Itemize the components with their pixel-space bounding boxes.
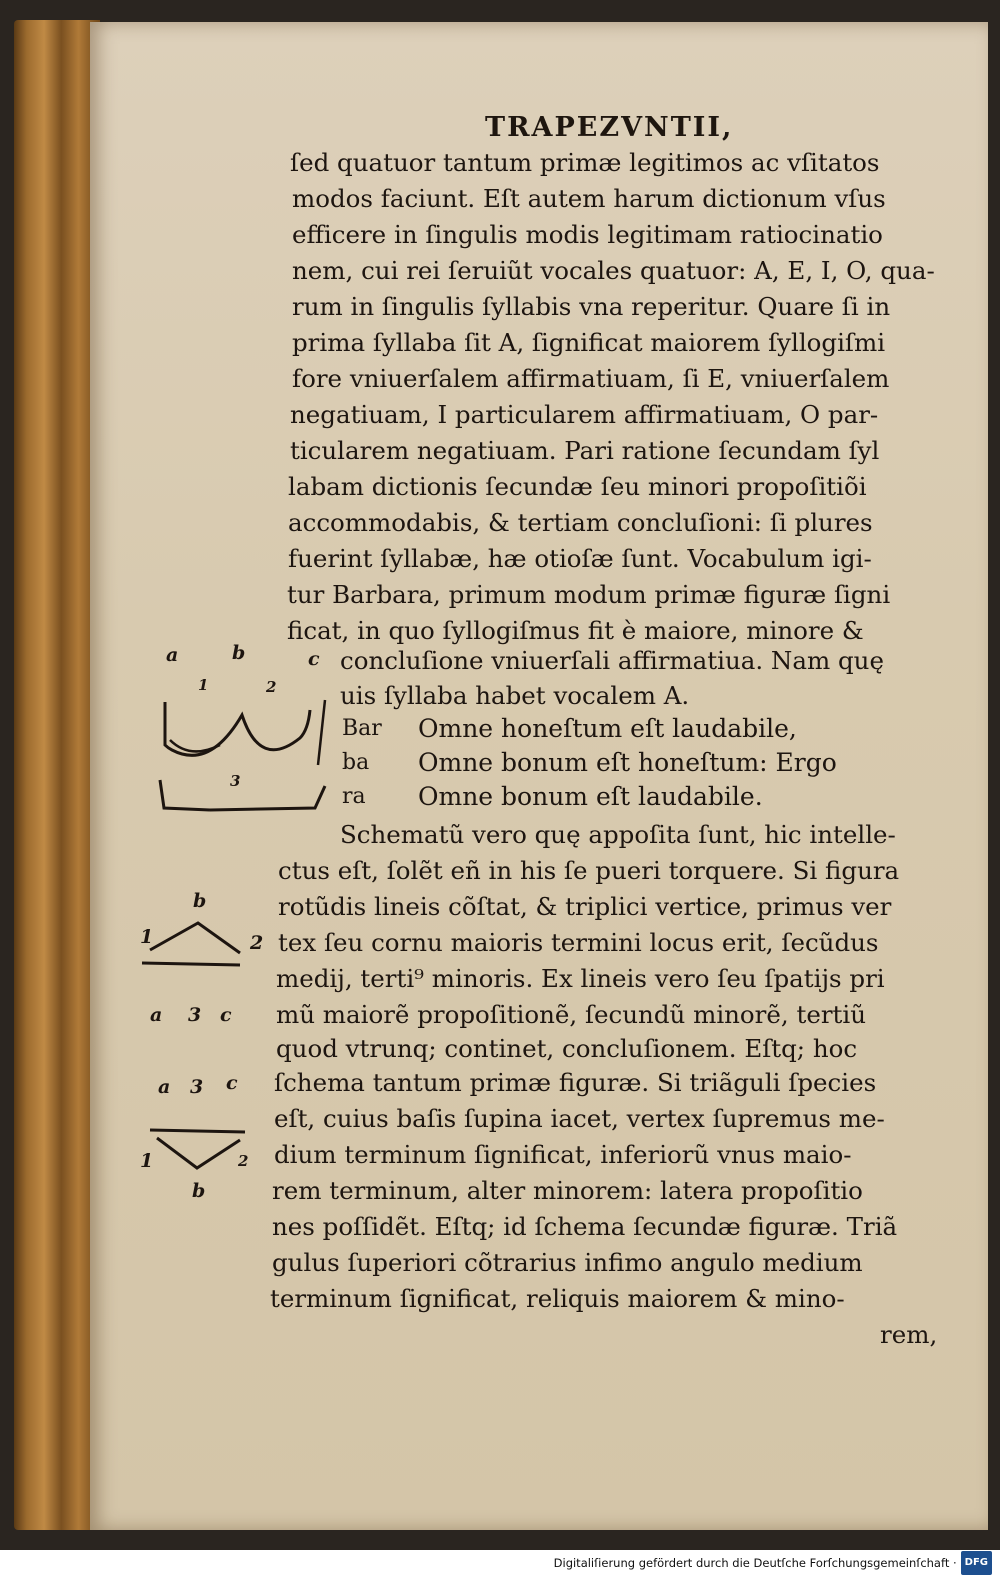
diagram-number: 1 bbox=[198, 676, 209, 694]
text-line: prima ſyllaba ſit A, ſignificat maiorem ſyllogiſmi bbox=[292, 328, 886, 357]
diagram-label: b bbox=[193, 890, 207, 912]
text-line: ctus eſt, ſolẽt eñ in his ſe pueri torquere. Si figura bbox=[278, 856, 900, 885]
diagram-label: b bbox=[232, 642, 246, 664]
diagram-label: a bbox=[158, 1076, 171, 1098]
diagram-number: 2 bbox=[250, 932, 264, 954]
diagram-number: 3 bbox=[230, 772, 241, 790]
text-line: rotũdis lineis cõſtat, & triplici vertice, primus ver bbox=[278, 892, 892, 921]
text-line: negatiuam, I particularem affirmatiuam, O par- bbox=[290, 400, 879, 429]
text-line: eſt, cuius baſis ſupina iacet, vertex ſupremus me- bbox=[274, 1104, 885, 1133]
second-figure-triangle bbox=[140, 915, 250, 975]
text-line: mũ maiorẽ propoſitionẽ, ſecundũ minorẽ, tertiũ bbox=[276, 1000, 866, 1029]
diagram-label: 3 bbox=[190, 1076, 204, 1098]
diagram-number: 2 bbox=[238, 1152, 249, 1170]
diagram-label: 3 bbox=[188, 1004, 202, 1026]
text-line: modos faciunt. Eſt autem harum dictionum vſus bbox=[292, 184, 886, 213]
text-line: Schematũ vero quę appoſita ſunt, hic intelle- bbox=[340, 820, 896, 849]
diagram-number: 1 bbox=[140, 1150, 154, 1172]
footer-credit bbox=[554, 1552, 992, 1574]
diagram-label: c bbox=[308, 648, 320, 670]
text-line: ticularem negatiuam. Pari ratione ſecundam ſyl bbox=[290, 436, 880, 465]
first-figure-diagram bbox=[150, 690, 330, 820]
text-line: gulus ſuperiori cõtrarius infimo angulo medium bbox=[272, 1248, 863, 1277]
page-header: TRAPEZVNTII, bbox=[485, 112, 734, 143]
diagram-label: c bbox=[226, 1072, 238, 1094]
text-line: fore vniuerſalem affirmatiuam, ſi E, vniuerſalem bbox=[292, 364, 890, 393]
text-line: concluſione vniuerſali affirmatiua. Nam quę bbox=[340, 646, 884, 675]
text-line: accommodabis, & tertiam concluſioni: ſi plures bbox=[288, 508, 873, 537]
text-line: efficere in ſingulis modis legitimam ratiocinatio bbox=[292, 220, 883, 249]
text-line: fuerint ſyllabæ, hæ otioſæ ſunt. Vocabulum igi- bbox=[288, 544, 872, 573]
text-line: ſed quatuor tantum primæ legitimos ac vſitatos bbox=[290, 148, 880, 177]
syllogism-syllable: ba bbox=[342, 750, 370, 775]
third-figure-triangle bbox=[145, 1120, 255, 1180]
text-line: rum in ſingulis ſyllabis vna reperitur. Quare ſi in bbox=[292, 292, 891, 321]
syllogism-syllable: Bar bbox=[342, 716, 382, 741]
diagram-label: a bbox=[150, 1004, 163, 1026]
text-line: rem terminum, alter minorem: latera propoſitio bbox=[272, 1176, 863, 1205]
text-line-catchword: rem, bbox=[880, 1320, 938, 1349]
syllogism-premise: Omne honeſtum eſt laudabile, bbox=[418, 714, 797, 743]
text-line: dium terminum ſignificat, inferiorũ vnus maio- bbox=[274, 1140, 852, 1169]
text-line: nem, cui rei ſeruiũt vocales quatuor: A, E, I, O, qua- bbox=[292, 256, 935, 285]
text-line: labam dictionis ſecundæ ſeu minori propoſitiõi bbox=[288, 472, 867, 501]
text-line: ſchema tantum primæ figuræ. Si triãguli ſpecies bbox=[274, 1068, 877, 1097]
diagram-label: b bbox=[192, 1180, 206, 1202]
footer-text: Digitaliſierung gefördert durch die Deutſche Forſchungsgemeinſchaft · bbox=[553, 1556, 957, 1570]
diagram-number: 2 bbox=[266, 678, 277, 696]
syllogism-premise: Omne bonum eſt honeſtum: Ergo bbox=[418, 748, 837, 777]
text-line: ficat, in quo ſyllogiſmus fit è maiore, minore & bbox=[287, 616, 864, 645]
text-line: medij, terti⁹ minoris. Ex lineis vero ſeu ſpatijs pri bbox=[276, 964, 885, 993]
syllogism-premise: Omne bonum eſt laudabile. bbox=[418, 782, 763, 811]
text-line: tex ſeu cornu maioris termini locus erit, ſecũdus bbox=[278, 928, 879, 957]
syllogism-syllable: ra bbox=[342, 784, 366, 809]
dfg-logo-icon: DFG bbox=[961, 1551, 992, 1575]
text-line: tur Barbara, primum modum primæ figuræ ſigni bbox=[287, 580, 891, 609]
text-line: terminum ſignificat, reliquis maiorem & mino- bbox=[270, 1284, 845, 1313]
text-line: quod vtrunq; continet, concluſionem. Eſtq; hoc bbox=[276, 1034, 858, 1063]
diagram-label: a bbox=[166, 644, 179, 666]
diagram-number: 1 bbox=[140, 926, 154, 948]
diagram-label: c bbox=[220, 1004, 232, 1026]
text-line: uis ſyllaba habet vocalem A. bbox=[340, 681, 690, 710]
text-line: nes poſſidẽt. Eſtq; id ſchema ſecundæ figuræ. Triã bbox=[272, 1212, 898, 1241]
